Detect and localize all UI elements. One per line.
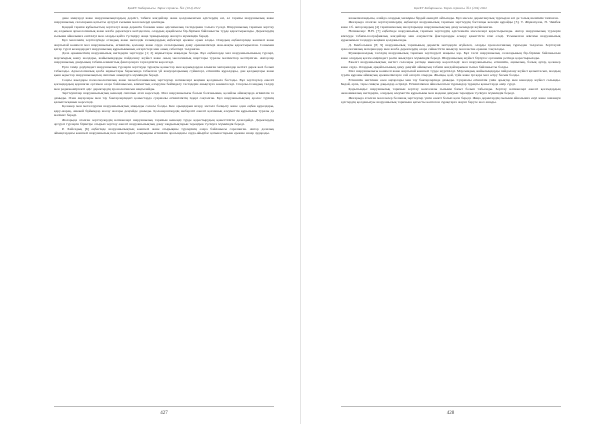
paragraph: Р. Хайсадық [6] еңбегінде шаруашылықтың көшпелі және отырықшы түрлерінің өзара байланысы сараланған. Автор далалық аймақтардағы көшпелі шаруашылық пен оазистердегі отырықшы егіншілік арасындағы сауда-айырбас қатынастарына ерекше назар аударады. bbox=[54, 126, 274, 135]
footer-rule bbox=[341, 406, 561, 407]
paragraph: Соңғы жылдары палеоэкологиялық және палеоботаникалық зерттеулер нәтижелері кеңінен қолданыла бастады. Бұл зерттеулер ежелгі қоғамдардың қоршаған ортамен өзара байланысын, климаттың өзгеруіне бейімделу тәсілдерін анықтауға көмектеседі. Спорлы-тозаңдық талдау мен радиокөміртекті әдіс деректердің хронологиясын нақтылайды. bbox=[54, 77, 274, 91]
page-number: 427 bbox=[160, 411, 168, 416]
paragraph: дәне меңгерді және шаруашылықтардың дерлігі, табиғи жағдайлар және қолданылатын әдістердің өзі, ал тарихы шаруашылық және шаруашылық салаларына қатысты әртүрлі ғылыми мәселелерді қамтиды. bbox=[54, 16, 274, 25]
paragraph: Қорытынды: шаруашылық тарихын зерттеу көпсалалы ғылыми бағыт болып табылады. Зерттеу нәтижелері ежелгі қоғамдардың экономикалық негіздерін, олардың әлеуметтік құрылымы мен мәдени дамуын тереңірек түсінуге мүмкіндік береді. bbox=[340, 86, 561, 96]
paragraph: Жоғарыда аталған зерттеулердің нәтижелері шаруашылық тарихын кешенді түрде қарастырудың қажеттілігін дәлелдейді. Деректердің әртүрлі түрлерін біріктіре отырып зерттеу ежелгі шаруашылықтың даму заңдылықтарын тереңірек түсінуге мүмкіндік береді. bbox=[54, 117, 274, 127]
page-body bbox=[54, 16, 274, 402]
paragraph: Мал шаруашылығы көшпелі және жартылай көшпелі түрде жүргізілді. Маусымдық жайылымдарды пайдалану жүйесі қалыптасып, малдың түрлік құрамы аймақтық ерекшеліктерге сай өзгеріп отырды. Жылқы, қой, түйе және ірі қара мал өсіру басым болды. bbox=[340, 69, 561, 78]
header-rule bbox=[54, 12, 274, 13]
paragraph: Қандай тарихи құбылыстың зерттелуі жаңа деректік базамен және әдіснамалық тәсілдермен толыға түседі. Шаруашылық тарихын зерттеу ең алдымен археологиялық және жазба деректерге негізделген, олардың әрқайсысы бір-бірімен байланысты түрде қарастырылады. Деректердің ғылыми айналымға енгізілуі мен оларды қайта түсіндіру жаңа тұжырымдар жасауға мүмкіндік береді. bbox=[54, 24, 274, 38]
paragraph: Ерте темір дәуіріндегі шаруашылық түрлерін зерттеуде тұрақты қоныстар мен қорымдардан алынған материалдар негізгі дерек көзі болып табылады. Археологиялық қазба жұмыстары барысында табылған үй жануарларының сүйектері, егіншілік құралдары, дән қалдықтары және қыш ыдыстар шаруашылықтың сипатын анықтауға мүмкіндік береді. bbox=[54, 64, 274, 78]
header-rule bbox=[341, 12, 561, 13]
page-number: 428 bbox=[446, 411, 455, 416]
footer-rule bbox=[54, 406, 274, 407]
paragraph: Қолөнер мен металлургия шаруашылықтың маңызды саласы болды. Кен орындарын игеру, металл балқыту және одан еңбек құралдары, қару-жарақ, әшекей бұйымдар жасау жоғары деңгейде дамыды. Қолөнершілердің шеберлігі ежелгі қоғамның әлеуметтік құрылымы туралы да мәлімет береді. bbox=[54, 104, 274, 118]
right-page bbox=[301, 0, 600, 424]
paragraph: Жоғарыда аталған мәселелер болашақ зерттеулер үшін өзекті болып қала береді. Жаңа деректердің ғылыми айналымға енуі және заманауи әдістердің қолданылуы шаруашылық тарихына қатысты көптеген сұрақтарға жауап беруге жол ашады. bbox=[340, 95, 561, 105]
paragraph: Дала өркениетінің шаруашылық негіздерін зерттеуде [1; 2] жұмыстары маңызды болды. Бұл еңбектерде мал шаруашылығының түрлері, маусымдық көшу жолдары, жайылымдарды пайдалану жүйесі және оның экологиялық шарттары туралы мәліметтер келтірілген. Авторлар шаруашылық дамуының табиғи-климаттық факторларға тәуелділігін көрсетеді. bbox=[54, 51, 274, 65]
paragraph: Нәтижелер: Н.Н. [7] еңбегінде шаруашылық тарихын зерттеудің әдістемелік мәселелері қарастырылады. Автор шаруашылық түрлерін жіктеуде табиғи-географиялық жағдайлар мен әлеуметтік факторларды ескеру қажеттігін атап өтеді. Ұсынылған жіктеме шаруашылық құрылымын талдауда кеңінен қолданылады. bbox=[340, 29, 561, 43]
paragraph: Бұл мәселенің зерттелуінде отандық және шетелдік ғалымдардың еңбектері ерекше орын алады. Олардың еңбектерінде көшпелі және жартылай көшпелі мал шаруашылығы, егіншілік, қолөнер және сауда салаларының даму ерекшеліктері жан-жақты қарастырылған. Сонымен қатар түрлі кезеңдердегі шаруашылық құрылымының өзгерістері мен оның себептері талданған. bbox=[54, 38, 274, 51]
page-body bbox=[341, 16, 561, 402]
paragraph: Д. Бекбосынов [8; 9] шаруашылық тарихының деректік негіздерін жүйелеп, оларды хронологиялық тұрғыдан талдаған. Зерттеуші археологиялық материалдар мен жазба деректердің өзара сәйкестігін анықтау мәселесіне ерекше тоқталады. bbox=[340, 42, 561, 51]
paragraph: жазылмағандығы, алайда олардың мазмұны бірдей екендігі айтылады. Бұл мәселе деректанулық тұрғыдан әлі де толық шешімін таппаған. bbox=[348, 16, 559, 20]
running-header: ҚазҰУ Хабаршысы. Тарих сериясы. №1 (104) 2022 bbox=[127, 6, 201, 10]
running-header: ҚазҰУ Хабаршысы. Тарих сериясы. №1 (104) 2022 bbox=[414, 6, 487, 10]
paragraph: Функционалдық тәсілдің шаруашылық тарихын зерттеудегі маңызы зор. Бұл тәсіл шаруашылық салаларының бір-бірімен байланысын және олардың қоғам өміріндегі рөлін анықтауға мүмкіндік береді. Шаруашылық жүйесі біртұтас организм ретінде қарастырылады. bbox=[340, 51, 561, 60]
paragraph: Зерттеушілер шаруашылықтың кешенді сипатын атап көрсетеді. Мал шаруашылығы басым болғанымен, қолайлы аймақтарда егіншілік те дамыды. Өзен аңғарлары мен тау бөктерлеріндегі қоныстарда суармалы егіншіліктің іздері сақталған. Бұл шаруашылықтың аралас түрінің қалыптасқанын көрсетеді. bbox=[54, 91, 274, 105]
paragraph: Ежелгі шаруашылықтың негізгі салалары ретінде мыналар көрсетіледі: мал шаруашылығы, егіншілік, аңшылық, балық аулау, қолөнер және сауда. Олардың әрқайсысының даму деңгейі аймақтың табиғи жағдайларымен тығыз байланысты болды. bbox=[340, 60, 561, 69]
paragraph: Егіншілік негізінен өзен аңғарлары мен тау бөктерлерінде дамыды. Суармалы егіншілік үшін арықтар мен каналдар жүйесі салынды. Бидай, арпа, тары сияқты дақылдар өсірілді. Егіншілікпен айналысатын тұрғындар тұрақты қоныстарда өмір сүрді. bbox=[340, 77, 561, 87]
paragraph: Жоғарыда аталған зерттеушілердің еңбектері шаруашылық тарихын зерттеудің бастапқы кезеңін құрайды [3]. Т. Жұмағұлов, Ә. Чинбек және т.б. авторлардың [4] тарихнамалық шолуларында шаруашылықтың даму кезеңдері жүйеленген. bbox=[340, 20, 561, 29]
